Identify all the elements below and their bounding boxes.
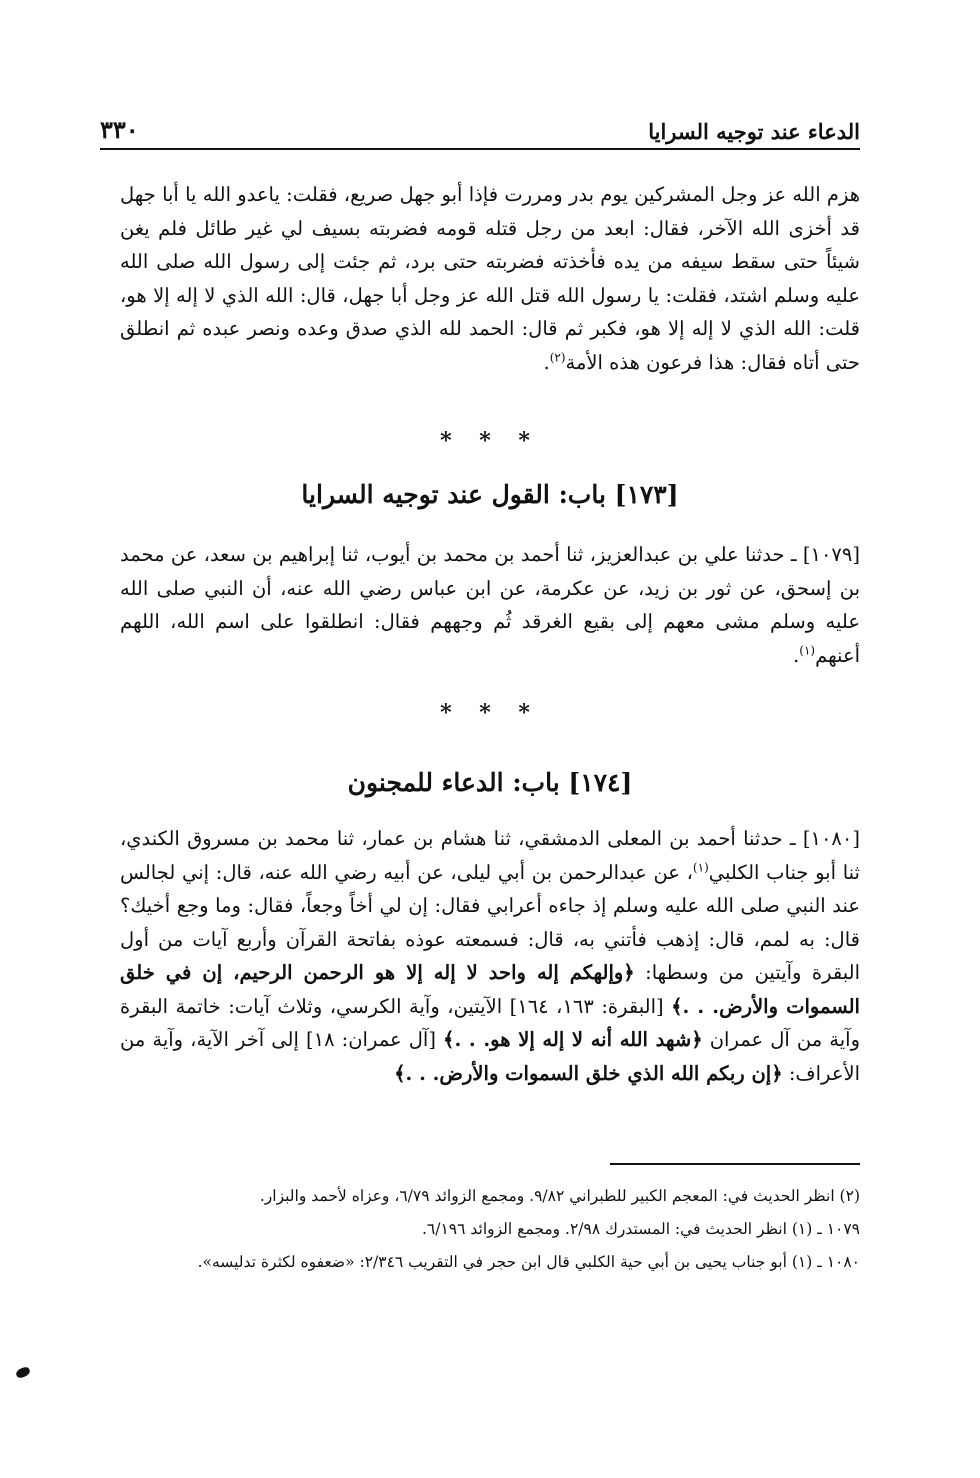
section-separator: * * * — [440, 700, 540, 726]
ink-mark — [15, 1366, 31, 1379]
footnote-ref-2: (٢) — [549, 350, 566, 364]
paragraph-1 — [120, 178, 860, 379]
footnote-rule — [610, 1163, 860, 1165]
footnote-ref-1: (١) — [799, 643, 816, 657]
header-rule — [100, 148, 860, 150]
running-title: الدعاء عند توجيه السرايا — [648, 119, 860, 144]
paragraph-1079-text: [١٠٧٩] ـ حدثنا علي بن عبدالعزيز، ثنا أحمد بن محمد بن أيوب، ثنا إبراهيم بن سعد، عن محمد بن إسحق، عن ثور بن زيد، عن عكرمة، عن ابن عباس رضي الله عنه، أن النبي صلى الله عليه وسلم مشى معهم إلى بقيع الغرقد ثُم وجههم فقال: انطلقوا على اسم الله، اللهم أعنهم — [120, 543, 860, 667]
quran-quote-al-imran: ﴿شهد الله أنه لا إله إلا هو. . .﴾ — [443, 1028, 703, 1051]
paragraph-1080-part-a: [١٠٨٠] ـ حدثنا أحمد بن المعلى الدمشقي، ثنا هشام بن عمار، ثنا محمد بن مسروق الكندي، ثنا أبو جناب الكلبي — [120, 827, 860, 884]
paragraph-1-text: هزم الله عز وجل المشركين يوم بدر ومررت فإذا أبو جهل صريع، فقلت: ياعدو الله يا أبا جهل قد أخزى الله الآخر، فقال: ابعد من رجل قتله قومه فضربته بسيف لي غير طائل فلم يغن شيئاً حتى سقط سيفه من يده فأخذته فضربته حتى برد، ثم جئت إلى رسول الله صلى الله عليه وسلم اشتد، فقلت: يا رسول الله قتل الله عز وجل أبا جهل، قال: الله الذي لا إله إلا هو، قلت: الله الذي لا إله إلا هو، فكبر ثم قال: الحمد لله الذي صدق وعده ونصر عبده ثم انطلق حتى أتاه فقال: هذا فرعون هذه الأمة — [120, 183, 860, 374]
footnotes — [100, 1180, 860, 1279]
paragraph-1080-part-c: [البقرة: ١٦٣، ١٦٤] الآيتين، وآية الكرسي، وثلاث آيات: خاتمة البقرة وآية من آل عمران — [120, 994, 860, 1051]
quran-quote-araf: ﴿إن ربكم الله الذي خلق السموات والأرض. . .﴾ — [394, 1061, 783, 1085]
footnote: ١٠٧٩ ـ (١) انظر الحديث في: المستدرك ٢/٩٨. ومجمع الزوائد ٦/١٩٦. — [421, 1220, 860, 1238]
chapter-heading-173: [١٧٣] باب: القول عند توجيه السرايا — [301, 480, 679, 509]
running-header — [100, 108, 860, 144]
paragraph-1080-part-b: ، عن عبدالرحمن بن أبي ليلى، عن أبيه رضي الله عنه، قال: إني لجالس عند النبي صلى الله عليه وسلم إذ جاءه أعرابي فقال: إن لي أخاً وجعاً، فقال: وما وجع أخيك؟ قال: به لمم، قال: إذهب فأتني به، قال: فسمعته عوذه بفاتحة القرآن وأربع آيات من أول البقرة وآيتين من وسطها: — [120, 860, 860, 984]
footnote-ref-1: (١) — [692, 860, 709, 874]
chapter-heading-174: [١٧٤] باب: الدعاء للمجنون — [347, 768, 633, 797]
paragraph-1079-end: . — [793, 643, 800, 667]
page-number: ٣٣٠ — [100, 115, 139, 144]
paragraph-1080 — [120, 822, 860, 1090]
paragraph-1080-part-d: [آل عمران: ١٨] إلى آخر الآية، وآية من الأعراف: — [120, 1028, 860, 1085]
footnote: (٢) انظر الحديث في: المعجم الكبير للطبراني ٩/٨٢. ومجمع الزوائد ٦/٧٩، وعزاه لأحمد والبزار. — [259, 1187, 860, 1205]
paragraph-1-end: . — [543, 350, 550, 374]
section-separator: * * * — [440, 428, 540, 454]
footnote: ١٠٨٠ ـ (١) أبو جناب يحيى بن أبي حية الكلبي قال ابن حجر في التقريب ٢/٣٤٦: «ضعفوه لكثرة تدليسه». — [197, 1253, 860, 1271]
paragraph-1079 — [120, 538, 860, 672]
quran-quote-baqara: ﴿وإلهكم إله واحد لا إله إلا هو الرحمن الرحيم، إن في خلق السموات والأرض. . .﴾ — [120, 961, 860, 1018]
